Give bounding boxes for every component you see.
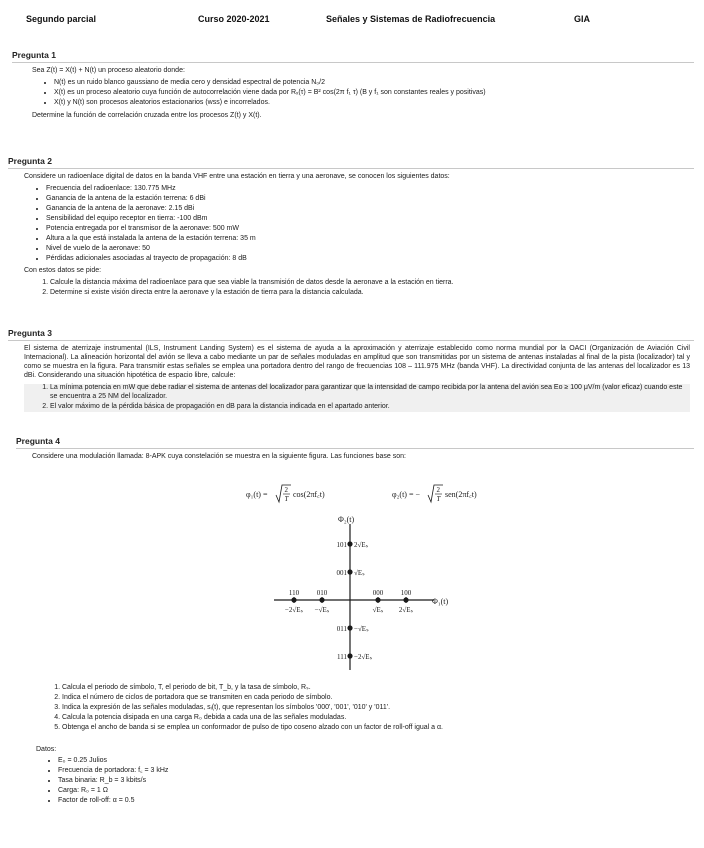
- list-item: • Factor de roll-off: α = 0.5: [58, 797, 676, 806]
- exam-title: Señales y Sistemas de Radiofrecuencia: [326, 14, 496, 24]
- list-item: • Tasa binaria: R_b = 3 kbits/s: [58, 777, 676, 786]
- point-label: 111: [337, 653, 347, 661]
- list-item: • Ganancia de la antena de la estación terrena: 6 dBi: [46, 195, 694, 204]
- question-4-title: Pregunta 4: [16, 436, 694, 449]
- point-value: −2√Eₛ: [354, 653, 373, 661]
- point-label: 101: [336, 541, 347, 549]
- list-item: • E₀ = 0.25 Julios: [58, 757, 676, 766]
- constellation-diagram: [262, 512, 472, 672]
- point-value: −2√Eₛ: [284, 606, 304, 614]
- phi2-frac-den: T: [436, 495, 441, 503]
- question-2-bullets: [24, 185, 694, 264]
- point-value: √Eₛ: [372, 606, 384, 614]
- list-item: • X(t) y N(t) son procesos aleatorios estacionarios (wss) e incorrelados.: [54, 99, 694, 108]
- constellation-point: [347, 541, 352, 546]
- phi2-radical: [428, 485, 443, 502]
- question-4: [16, 436, 694, 465]
- question-2: [8, 156, 694, 300]
- point-value: 2√Eₛ: [354, 541, 369, 549]
- question-4-intro: Considere una modulación llamada: 8-APK cuya constelación se muestra en la siguiente figura. Las funciones base son:: [32, 452, 406, 460]
- list-item: 2. Indica el número de ciclos de portadora que se transmiten en cada periodo de símbolo.: [62, 694, 676, 703]
- list-item: • Sensibilidad del equipo receptor en tierra: -100 dBm: [46, 215, 694, 224]
- exam-course: Curso 2020-2021: [198, 14, 270, 24]
- list-item: • Carga: R₀ = 1 Ω: [58, 787, 676, 796]
- point-label: 011: [336, 625, 347, 633]
- question-3: [8, 328, 694, 414]
- question-3-description: El sistema de aterrizaje instrumental (ILS, Instrument Landing System) es el sistema de ayuda a la aproximación y aterrizaje establecido como norma mundial por la OACI (Organización de Aviación Civil Internacional). La alineación horizontal del avión se lleva a cabo mediante un par de señales moduladas en amplitud que son transmitidas por un sistema de antenas instaladas al final de la pista (localizador) tal y como se muestra en la figura. Para transmitir estas señales se emplea una portadora dentro del rango de frecuencias 108 – 111.975 MHz (banda VHF). La directividad conjunta de las antenas del localizador es 13 dBi. Considerando una situación hipotética de espacio libre, calcule:: [24, 344, 690, 379]
- point-label: 000: [372, 589, 384, 597]
- question-1-bullets: [32, 79, 694, 108]
- question-1-title: Pregunta 1: [12, 50, 694, 63]
- axis-x-label: Φ₁(t): [432, 597, 449, 606]
- constellation-point: [347, 653, 352, 658]
- question-4-data: [36, 746, 676, 810]
- list-item: • Frecuencia del radioenlace: 130.775 MHz: [46, 185, 694, 194]
- point-label: 010: [316, 589, 328, 597]
- list-item: • Ganancia de la antena de la aeronave: 2.15 dBi: [46, 205, 694, 214]
- constellation-point: [347, 625, 352, 630]
- list-item: • Frecuencia de portadora: f꜀ = 3 kHz: [58, 767, 676, 776]
- point-label: 100: [400, 589, 412, 597]
- list-item: 2. El valor máximo de la pérdida básica de propagación en dB para la distancia indicada en el apartado anterior.: [50, 403, 690, 412]
- question-2-intro: Considere un radioenlace digital de datos en la banda VHF entre una estación en tierra y una aeronave, se conocen los siguientes datos:: [24, 172, 450, 180]
- question-3-tasks: [24, 384, 690, 412]
- list-item: • Nivel de vuelo de la aeronave: 50: [46, 245, 694, 254]
- list-item: • N(t) es un ruido blanco gaussiano de media cero y densidad espectral de potencia N₀/2: [54, 79, 694, 88]
- question-2-title: Pregunta 2: [8, 156, 694, 169]
- phi1-rhs: cos(2πf꜀t): [293, 490, 325, 499]
- exam-group: GIA: [574, 14, 591, 24]
- question-2-tasks: [24, 279, 694, 298]
- list-item: • X(t) es un proceso aleatorio cuya función de autocorrelación viene dada por Rₓ(τ) = B² cos(2π f₁ τ) (B y f₁ son constantes reales y positivas): [54, 89, 694, 98]
- phi1-radical: [276, 485, 291, 502]
- list-item: • Potencia entregada por el transmisor de la aeronave: 500 mW: [46, 225, 694, 234]
- list-item: • Pérdidas adicionales asociadas al trayecto de propagación: 8 dB: [46, 255, 694, 264]
- constellation-point: [347, 569, 352, 574]
- phi2-rhs: sen(2πf꜀t): [445, 490, 477, 499]
- list-item: • Altura a la que está instalada la antena de la estación terrena: 35 m: [46, 235, 694, 244]
- list-item: 3. Indica la expresión de las señales moduladas, sᵢ(t), que representan los símbolos '000', '001', '010' y '011'.: [62, 704, 676, 713]
- basis-functions: [246, 482, 546, 508]
- point-value: √Eₛ: [354, 569, 365, 577]
- phi1-frac-num: 2: [284, 486, 288, 494]
- question-3-title: Pregunta 3: [8, 328, 694, 341]
- list-item: 1. La mínima potencia en mW que debe radiar el sistema de antenas del localizador para garantizar que la intensidad de campo recibida por la antena del avión sea Eo ≥ 100 μV/m (valor eficaz) cuando este se encuentra a 25 NM del localizador.: [50, 384, 690, 402]
- question-1: [12, 50, 694, 124]
- question-4-tasks: [36, 682, 676, 735]
- point-value: −√Eₛ: [314, 606, 330, 614]
- point-label: 110: [288, 589, 300, 597]
- list-item: 1. Calcula el periodo de símbolo, T, el periodo de bit, T_b, y la tasa de símbolo, Rₛ.: [62, 684, 676, 693]
- point-label: 001: [336, 569, 347, 577]
- list-item: 4. Calcula la potencia disipada en una carga R₀ debida a cada una de las señales moduladas.: [62, 714, 676, 723]
- point-value: 2√Eₛ: [398, 606, 414, 614]
- phi2-lhs: φ₂(t) = −: [392, 490, 420, 499]
- question-1-statement: Determine la función de correlación cruzada entre los procesos Z(t) y X(t).: [32, 111, 262, 119]
- axis-y-label: Φ₂(t): [338, 515, 355, 524]
- point-value: −√Eₛ: [354, 625, 369, 633]
- list-item: 1. Calcule la distancia máxima del radioenlace para que sea viable la transmisión de datos desde la aeronave a la estación en tierra.: [50, 279, 694, 288]
- phi1-lhs: φ₁(t) =: [246, 490, 268, 499]
- data-label: Datos:: [36, 746, 57, 753]
- question-2-ask: Con estos datos se pide:: [24, 267, 102, 275]
- question-1-intro: Sea Z(t) = X(t) + N(t) un proceso aleatorio donde:: [32, 66, 185, 74]
- list-item: 5. Obtenga el ancho de banda si se emplea un conformador de pulso de tipo coseno alzado con un factor de roll-off igual a α.: [62, 724, 676, 733]
- phi2-frac-num: 2: [436, 486, 440, 494]
- list-item: 2. Determine si existe visión directa entre la aeronave y la estación de tierra para la distancia calculada.: [50, 289, 694, 298]
- phi1-frac-den: T: [284, 495, 289, 503]
- exam-header: [26, 14, 678, 28]
- exam-subject: Segundo parcial: [26, 14, 97, 24]
